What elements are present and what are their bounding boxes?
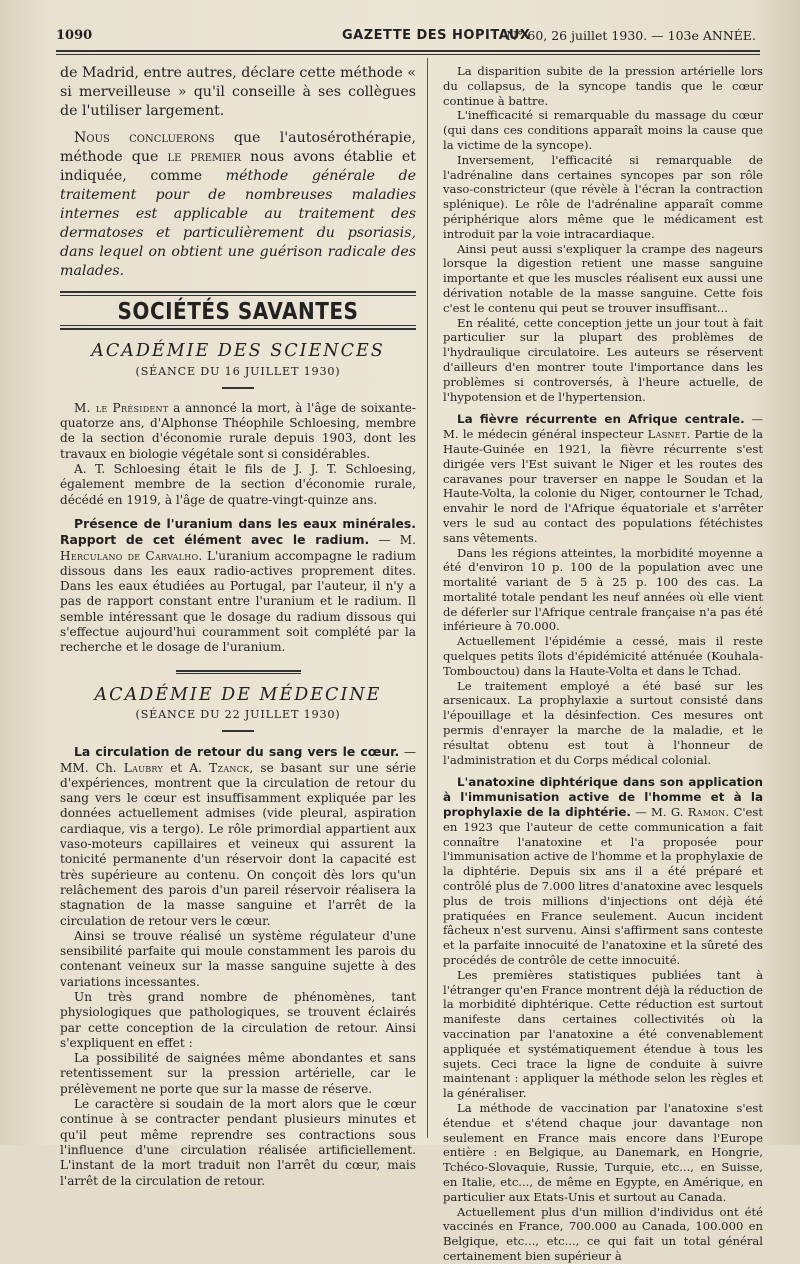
conclusion-lead: Nous concluerons bbox=[74, 130, 215, 146]
author-lasnet: Lasnet bbox=[647, 427, 687, 442]
session-date-2: (SÉANCE DU 22 JUILLET 1930) bbox=[135, 707, 341, 721]
right-column bbox=[443, 64, 763, 1264]
author-laubry: Laubry bbox=[123, 760, 164, 775]
president-text: a annoncé la mort, à l'âge de soixante-quatorze ans, d'Alphonse Théophile Schloesing, membre de la section d'économie rurale depuis 1903, dont les travaux en biologie végétale sont si considérables. bbox=[60, 400, 416, 461]
section-rule-top bbox=[60, 291, 416, 296]
uranium-author: Herculano de Carvalho bbox=[60, 548, 199, 563]
paragraph-nageurs: Ainsi peut aussi s'expliquer la crampe des nageurs lorsque la digestion retient une masse sanguine importante et que les muscles réalisent eux aussi une dérivation notable de la masse sanguine. Cette fois c'est le contenu qui peut se trouver insuffisant... bbox=[443, 241, 763, 315]
short-rule-1 bbox=[222, 387, 254, 389]
article-ending: de Madrid, entre autres, déclare cette méthode « si merveilleuse » qu'il conseille à ses collègues de l'utiliser largement. bbox=[60, 65, 416, 119]
paragraph-massage: L'inefficacité si remarquable du massage du cœur (qui dans ces conditions apparaît moins la cause que la victime de la syncope). bbox=[443, 108, 763, 152]
conclusion-paragraph bbox=[60, 129, 416, 281]
paragraph-uranium bbox=[60, 516, 416, 656]
academy-sciences-heading: ACADÉMIE DES SCIENCES bbox=[91, 341, 385, 362]
circulation-dash: — MM. Ch. bbox=[60, 745, 416, 775]
paragraph-vaccines: Actuellement plus d'un million d'individus ont été vaccinés en France, 700.000 au Canada, 100.000 en Belgique, etc..., etc..., ce qui fait un total général certainement bien supérieur à bbox=[443, 1204, 763, 1263]
session-date-1: (SÉANCE DU 16 JUILLET 1930) bbox=[135, 364, 341, 378]
anatoxine-text: . C'est en 1923 que l'auteur de cette communication a fait connaître l'anatoxine et l'a proposée pour l'immunisation active de l'homme et la prophylaxie de la diphtérie. Depuis six ans il a été préparé et contrôlé plus de 7.000 litres d'anatoxine avec lesquels plus de trois millions d'injections ont déjà été pratiquées en France seulement. Aucun incident fâcheux n'est survenu. Ainsi s'affirment sans conteste et la parfaite innocuité de l'anatoxine et la sûreté des procédés de contrôle de cette innocuité. bbox=[443, 805, 763, 968]
header-rule bbox=[56, 50, 760, 55]
conclusion-text-a: que l'autosérothérapie, méthode que bbox=[60, 130, 416, 165]
paragraph-adrenaline: Inversement, l'efficacité si remarquable de l'adrénaline dans certaines syncopes par son rôle vaso-constricteur (que révèle à l'écran la contraction splénique). Le rôle de l'adrénaline apparaît comme périphérique alors même que le médicament est introduit par la voie intracardiaque. bbox=[443, 152, 763, 241]
paragraph-saignees: La possibilité de saignées même abondantes et sans retentissement sur la pression artérielle, car le prélèvement ne porte que sur la masse de réserve. bbox=[60, 1051, 416, 1096]
paragraph-vaccination: La méthode de vaccination par l'anatoxine s'est étendue et s'étend chaque jour davantage non seulement en France mais encore dans l'Europe entière : en Belgique, au Danemark, en Hongrie, Tchéco-Slovaquie, Russie, Turquie, etc..., en Suisse, en Italie, etc..., de même en Egypte, en Amérique, en particulier aux Etats-Unis et surtout au Canada. bbox=[443, 1100, 763, 1204]
issue-line: N° 60, 26 juillet 1930. — 103e ANNÉE. bbox=[506, 28, 756, 43]
paragraph-statistiques: Les premières statistiques publiées tant à l'étranger qu'en France montrent déjà la réduction de la morbidité diphtérique. Cette réduction est surtout manifeste dans certaines collectivités où la vaccination par l'anatoxine a été convenablement appliquée et systématiquement étendue à tous les sujets. Ceci trace la ligne de conduite à suivre maintenant : appliquer la méthode selon les règles et la généraliser. bbox=[443, 967, 763, 1101]
president-name: M. le Président bbox=[74, 400, 169, 415]
conclusion-text-b: nous avons établie et indiquée, comme bbox=[60, 149, 417, 184]
fievre-heading: La fièvre récurrente en Afrique centrale. bbox=[457, 412, 745, 427]
paragraph-circulation bbox=[60, 744, 416, 929]
paragraph-regulator: Ainsi se trouve réalisé un système régulateur d'une sensibilité parfaite qui moule constamment les parois du contenant veineux sur la masse sanguine sujette à des variations incessantes. bbox=[60, 928, 416, 989]
left-column bbox=[60, 64, 416, 1189]
running-header bbox=[56, 28, 756, 46]
paragraph-mort: Le caractère si soudain de la mort alors que le cœur continue à se contracter pendant plusieurs minutes et qu'il peut même reprendre ses contractions sous l'influence d'une circulation réalisée artificiellement. L'instant de la mort traduit non l'arrêt du cœur, mais l'arrêt de la circulation de retour. bbox=[60, 1097, 416, 1188]
paragraph-phenomena: Un très grand nombre de phénomènes, tant physiologiques que pathologiques, se trouvent éclairés par cette conception de la circulation de retour. Ainsi s'expliquent en effet : bbox=[60, 989, 416, 1050]
paragraph-traitement: Le traitement employé a été basé sur les arsenicaux. La prophylaxie a surtout consisté dans l'épouillage et la désinfection. Ces mesures ont permis d'enrayer la marche de la maladie, et le résultat obtenu est tout à l'honneur de l'administration et du Corps médical colonial. bbox=[443, 678, 763, 767]
uranium-heading: Présence de l'uranium dans les eaux minérales. Rapport de cet élément avec le radium. bbox=[60, 515, 416, 548]
section-title: SOCIÉTÉS SAVANTES bbox=[117, 297, 359, 325]
paragraph-morbidite: Dans les régions atteintes, la morbidité moyenne a été d'environ 10 p. 100 de la population avec une mortalité variant de 5 à 25 p. 100 des cas. La mortalité totale pendant les neuf années où elle vient de déferler sur l'Afrique centrale française n'a pas été inférieure à 70.000. bbox=[443, 545, 763, 634]
academy-medecine-heading: ACADÉMIE DE MÉDECINE bbox=[94, 684, 382, 705]
academy-divider bbox=[176, 670, 301, 674]
paragraph-epidemie: Actuellement l'épidémie a cessé, mais il reste quelques petits îlots d'épidémicité atténuée (Kouhala-Tombouctou) dans la Haute-Volta et dans le Tchad. bbox=[443, 634, 763, 678]
paragraph-collapsus: La disparition subite de la pression artérielle lors du collapsus, de la syncope tandis que le cœur continue à battre. bbox=[443, 64, 763, 108]
author-tzanck: Tzanck bbox=[209, 760, 250, 775]
fievre-dash: — M. le médecin général inspecteur bbox=[443, 412, 764, 442]
section-rule-bottom bbox=[60, 325, 416, 330]
paragraph-president bbox=[60, 401, 416, 462]
circulation-text: , se basant sur une série d'expériences, montrent que la circulation de retour du sang vers le cœur est insuffisamment expliquée par les données actuellement admises (vide pleural, aspiration cardiaque, vis a tergo). Le rôle primordial appartient aux vaso-moteurs capillaires et veineux qui assurent la tonicité permanente d'un réservoir dont la capacité est très supérieure au contenu. On conçoit dès lors qu'un relâchement des parois d'un pareil réservoir réalisera la stagnation de la masse sanguine et l'arrêt de la circulation de retour vers le cœur. bbox=[60, 760, 416, 928]
circulation-and: et A. bbox=[163, 760, 210, 775]
column-divider bbox=[427, 58, 428, 1138]
page-number: 1090 bbox=[56, 28, 93, 43]
conclusion-smallcaps: le premier bbox=[167, 149, 242, 165]
paragraph-anatoxine bbox=[443, 775, 763, 967]
short-rule-2 bbox=[222, 730, 254, 732]
uranium-text: . L'uranium accompagne le radium dissous dans les eaux radio-actives proprement dites. Dans les eaux étudiées au Portugal, par l'auteur, il n'y a pas de rapport constant entre l'uranium et le radium. Il semble intéressant que le dosage du radium dissous qui s'effectue aujourd'hui couramment soit complété par la recherche et le dosage de l'uranium. bbox=[60, 548, 416, 655]
paragraph-fievre bbox=[443, 412, 763, 545]
anatoxine-dash: — M. G. bbox=[630, 805, 688, 820]
paragraph-hydraulique: En réalité, cette conception jette un jour tout à fait particulier sur la plupart des problèmes de l'hydraulique circulatoire. Les auteurs se réservent d'ailleurs d'en montrer toute l'importance dans les problèmes si controversés, à l'heure actuelle, de l'hypotension et de l'hypertension. bbox=[443, 315, 763, 404]
conclusion-emphasis: méthode générale de traitement pour de nombreuses maladies internes est applicable au traitement des dermatoses et particulièrement du psoriasis, dans lequel on obtient une guérison radicale des malades. bbox=[60, 168, 416, 279]
journal-title: GAZETTE DES HOPITAUX bbox=[342, 28, 531, 43]
author-ramon: Ramon bbox=[687, 805, 726, 820]
circulation-heading: La circulation de retour du sang vers le cœur. bbox=[74, 744, 400, 760]
uranium-dash: — M. bbox=[369, 533, 416, 548]
fievre-text: . Partie de la Haute-Guinée en 1921, la fièvre récurrente s'est dirigée vers l'Est suivant le Niger et les routes des caravanes pour traverser en nappe le Soudan et la Haute-Volta, la colonie du Niger, contourner le Tchad, envahir le nord de l'Afrique équatoriale et s'arrêter vers le sud au contact des populations fétéchistes sans vêtements. bbox=[443, 427, 764, 545]
paragraph-schloesing: A. T. Schloesing était le fils de J. J. T. Schloesing, également membre de la section d'économie rurale, décédé en 1919, à l'âge de quatre-vingt-quinze ans. bbox=[60, 462, 416, 507]
anatoxine-heading: L'anatoxine diphtérique dans son application à l'immunisation active de l'homme et à la prophylaxie de la diphtérie. bbox=[443, 775, 763, 820]
